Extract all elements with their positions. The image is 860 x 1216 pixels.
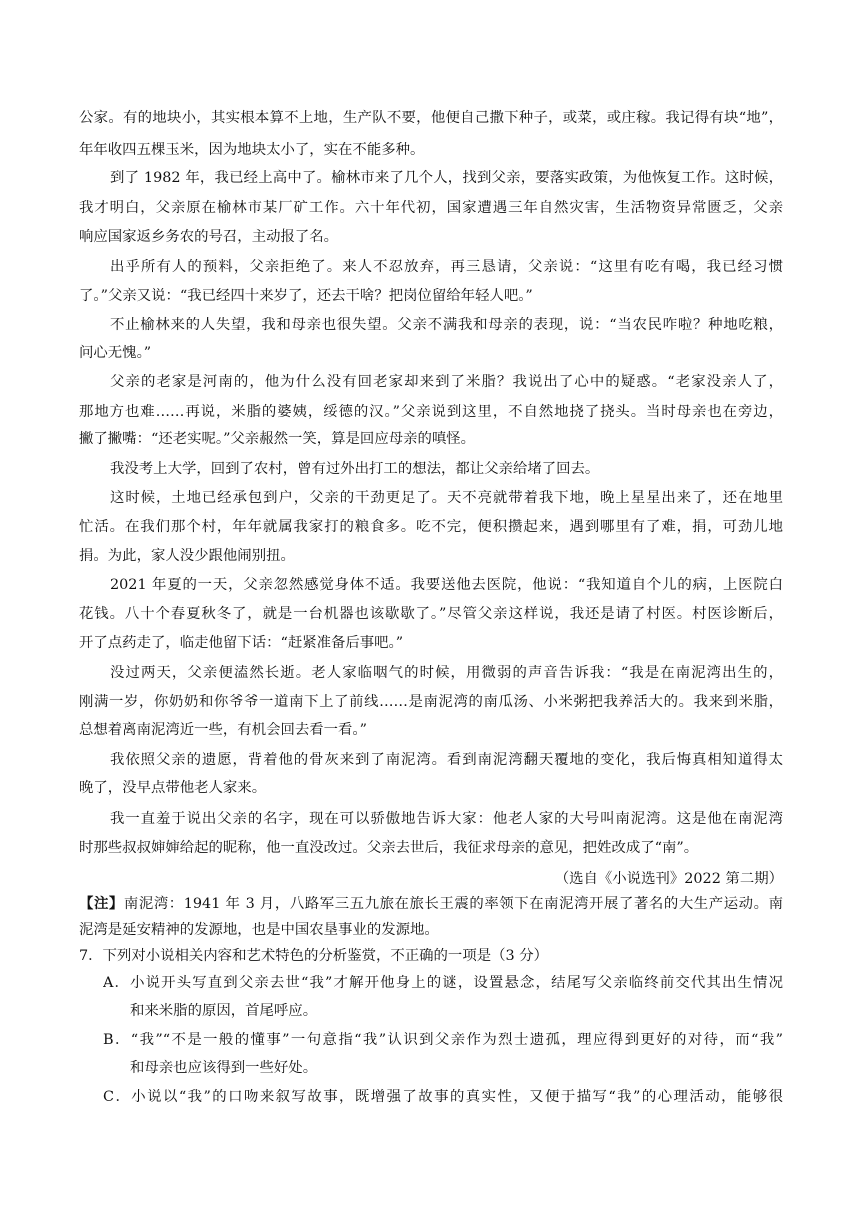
- passage-line: 没过两天，父亲便溘然长逝。老人家临咽气的时候，用微弱的声音告诉我：“我是在南泥湾出生的，: [110, 665, 783, 681]
- option-line: C．小说以“我”的口吻来叙写故事，既增强了故事的真实性，又便于描写“我”的心理活动，能够很: [103, 1089, 783, 1105]
- passage-line: 2021 年夏的一天，父亲忽然感觉身体不适。我要送他去医院，他说：“我知道自个儿的病，上医院白: [110, 577, 783, 593]
- passage-line: 响应国家返乡务农的号召，主动报了名。: [79, 229, 339, 245]
- passage-line: 我一直羞于说出父亲的名字，现在可以骄傲地告诉大家：他老人家的大号叫南泥湾。这是他在南泥湾: [110, 811, 783, 827]
- passage-line: 撇了撇嘴：“还老实呢。”父亲赧然一笑，算是回应母亲的嗔怪。: [79, 431, 476, 447]
- passage-line: 父亲的老家是河南的，他为什么没有回老家却来到了米脂？我说出了心中的疑惑。“老家没亲人了，: [110, 374, 783, 390]
- option-line: A．小说开头写直到父亲去世“我”才解开他身上的谜，设置悬念，结尾写父亲临终前交代其出生情况: [103, 975, 783, 991]
- passage-line: 到了 1982 年，我已经上高中了。榆林市来了几个人，找到父亲，要落实政策，为他恢复工作。这时候，: [110, 170, 783, 186]
- passage-line: 问心无愧。”: [79, 345, 152, 361]
- note-text: 南泥湾：1941 年 3 月，八路军三五九旅在旅长王震的率领下在南泥湾开展了著名的大生产运动。南: [123, 896, 783, 912]
- source-citation: （选自《小说选刊》2022 第二期）: [554, 871, 783, 887]
- option-line: 和母亲也应该得到一些好处。: [130, 1060, 318, 1076]
- passage-line: 捐。为此，家人没少跟他闹别扭。: [79, 548, 295, 564]
- passage-line: 那地方也难……再说，米脂的婆姨，绥德的汉。”父亲说到这里，不自然地挠了挠头。当时母亲也在旁边，: [79, 404, 783, 420]
- passage-line: 公家。有的地块小，其实根本算不上地，生产队不要，他便自己撒下种子，或菜，或庄稼。我记得有块“地”，: [79, 110, 783, 126]
- option-line: 和来米脂的原因，首尾呼应。: [130, 1003, 318, 1019]
- passage-line: 花钱。八十个春夏秋冬了，就是一台机器也该歇歇了。”尽管父亲这样说，我还是请了村医。村医诊断后，: [79, 606, 783, 622]
- question-stem: 7．下列对小说相关内容和艺术特色的分析鉴赏，不正确的一项是（3 分）: [79, 948, 548, 964]
- note-text: 泥湾是延安精神的发源地，也是中国农垦事业的发源地。: [79, 922, 439, 938]
- passage-line: 开了点药走了，临走他留下话：“赶紧准备后事吧。”: [79, 635, 404, 651]
- passage-line: 刚满一岁，你奶奶和你爷爷一道南下上了前线……是南泥湾的南瓜汤、小米粥把我养活大的。我来到米脂，: [79, 694, 783, 710]
- passage-line: 时那些叔叔婶婶给起的昵称，他一直没改过。父亲去世后，我征求母亲的意见，把姓改成了“南”。: [79, 840, 699, 856]
- passage-line: 忙活。在我们那个村，年年就属我家打的粮食多。吃不完，便积攒起来，遇到哪里有了难，捐，可劲儿地: [79, 519, 783, 535]
- passage-line: 了。”父亲又说：“我已经四十来岁了，还去干啥？把岗位留给年轻人吧。”: [79, 288, 533, 304]
- passage-line: 晚了，没早点带他老人家来。: [79, 780, 267, 796]
- passage-line: 我才明白，父亲原在榆林市某厂矿工作。六十年代初，国家遭遇三年自然灾害，生活物资异常匮乏，父亲: [79, 200, 783, 216]
- option-line: B．“我”“不是一般的懂事”一句意指“我”认识到父亲作为烈士遗孤，理应得到更好的对待，而“我”: [103, 1032, 783, 1048]
- note-label: 【注】: [79, 895, 124, 912]
- passage-line: 年年收四五棵玉米，因为地块太小了，实在不能多种。: [79, 142, 425, 158]
- passage-line: 不止榆林来的人失望，我和母亲也很失望。父亲不满我和母亲的表现，说：“当农民咋啦？种地吃粮，: [110, 317, 783, 333]
- passage-line: 出乎所有人的预料，父亲拒绝了。来人不忍放弃，再三恳请，父亲说：“这里有吃有喝，我已经习惯: [110, 259, 783, 275]
- passage-line: 这时候，土地已经承包到户，父亲的干劲更足了。天不亮就带着我下地，晚上星星出来了，还在地里: [110, 490, 783, 506]
- passage-line: 我没考上大学，回到了农村，曾有过外出打工的想法，都让父亲给堵了回去。: [110, 461, 600, 477]
- passage-line: 我依照父亲的遗愿，背着他的骨灰来到了南泥湾。看到南泥湾翻天覆地的变化，我后悔真相知道得太: [110, 752, 783, 768]
- note-line-1: [79, 894, 783, 914]
- passage-line: 总想着离南泥湾近一些，有机会回去看一看。”: [79, 722, 367, 738]
